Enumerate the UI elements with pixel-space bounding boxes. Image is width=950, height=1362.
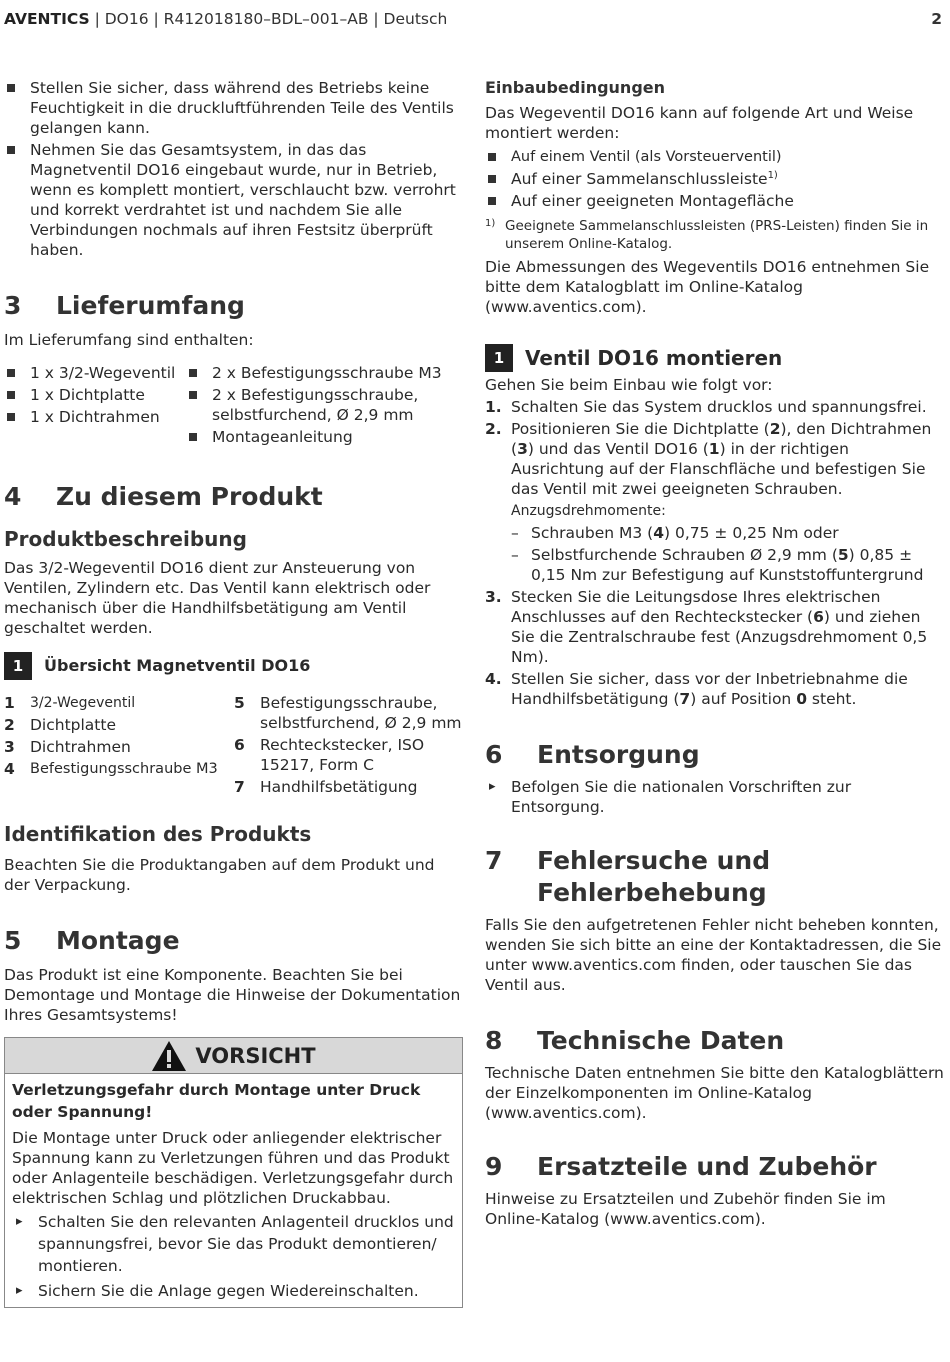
list-item: 1 x 3/2-Wegeventil — [4, 363, 186, 383]
warning-actions — [12, 1211, 455, 1301]
brand-name: AVENTICS — [4, 10, 90, 28]
legend-item — [234, 735, 464, 775]
part-ref: 1 — [708, 440, 720, 458]
section-8-heading — [485, 1025, 945, 1057]
list-item: ▸ Sichern Sie die Anlage gegen Wiedereinschalten. — [12, 1281, 455, 1301]
warning-box — [4, 1037, 463, 1308]
section-number: 3 — [4, 291, 22, 320]
identification-heading: Identifikation des Produkts — [4, 822, 312, 846]
installation-options — [485, 147, 945, 211]
section-number: 9 — [485, 1152, 503, 1181]
warning-header — [5, 1038, 462, 1074]
product-description-heading: Produktbeschreibung — [4, 527, 247, 551]
figure-caption — [4, 651, 464, 681]
list-item — [511, 523, 945, 543]
step-number: 3. — [485, 588, 502, 606]
intro-bullets — [4, 78, 464, 260]
step-text: Stellen Sie sicher, dass vor der Inbetriebnahme die Handhilfsbetätigung ( — [511, 670, 908, 708]
list-item: 2 x Befestigungsschraube M3 — [186, 363, 464, 383]
legend-item — [4, 693, 234, 713]
step-text: ) in der richtigen Ausrichtung auf der Flanschfläche und befestigen Sie das Ventil mit zwei geeigneten Schrauben. — [511, 440, 926, 498]
step-text: steht. — [806, 690, 857, 708]
montage-text: Das Produkt ist eine Komponente. Beachten Sie bei Demontage und Montage die Hinweise der Dokumentation Ihres Gesamtsystems! — [4, 966, 461, 1024]
section-number: 6 — [485, 740, 503, 769]
legend-text: Handhilfsbetätigung — [260, 778, 418, 796]
figure-title: Übersicht Magnetventil DO16 — [44, 656, 311, 675]
section-title: Zu diesem Produkt — [56, 482, 323, 511]
legend-column-right — [234, 693, 464, 799]
legend-number: 3 — [4, 738, 15, 756]
torque-text: Schrauben M3 ( — [531, 524, 654, 542]
step-text: Positionieren Sie die Dichtplatte ( — [511, 420, 770, 438]
footnote-mark: 1) — [485, 218, 496, 229]
section-title: Lieferumfang — [56, 291, 245, 320]
list-item-text: Auf einer Sammelanschlussleiste — [511, 170, 768, 188]
step-item — [485, 397, 945, 417]
legend-text: Dichtplatte — [30, 716, 116, 734]
identification-text: Beachten Sie die Produktangaben auf dem Produkt und der Verpackung. — [4, 856, 435, 894]
section-6-heading — [485, 739, 945, 771]
section-title: Montage — [56, 926, 180, 955]
legend-number: 2 — [4, 716, 15, 734]
list-item: ▸ Schalten Sie den relevanten Anlagenteil drucklos und spannungsfrei, bevor Sie das Produkt demontieren/ montieren. — [12, 1211, 455, 1277]
torque-list — [511, 523, 945, 585]
step-text: Stecken Sie die Leitungsdose Ihres elektrischen Anschlusses auf den Rechteckstecker ( — [511, 588, 881, 626]
disposal-list — [485, 777, 945, 817]
legend-text: Befestigungsschraube, selbstfurchend, Ø 2,9 mm — [260, 694, 462, 732]
footnote — [485, 217, 945, 253]
step-text: Schalten Sie das System drucklos und spannungsfrei. — [511, 398, 927, 416]
page-number: 2 — [931, 10, 942, 28]
part-ref: 3 — [517, 440, 528, 458]
scope-intro: Im Lieferumfang sind enthalten: — [4, 331, 254, 349]
part-ref: 2 — [769, 420, 781, 438]
list-item: Stellen Sie sicher, dass während des Betriebs keine Feuchtigkeit in die druckluftführenden Teile des Ventils gelangen kann. — [4, 78, 464, 138]
list-item — [485, 169, 945, 189]
scope-lists — [4, 363, 464, 447]
figure-number-badge: 1 — [4, 652, 32, 680]
mounting-heading — [485, 343, 945, 373]
right-column — [485, 78, 945, 1229]
step-text: ) auf Position — [690, 690, 797, 708]
legend-item — [4, 715, 234, 735]
section-title: Ersatzteile und Zubehör — [537, 1152, 877, 1181]
step-item — [485, 669, 945, 709]
step-number: 2. — [485, 420, 502, 438]
part-ref: 5 — [837, 546, 849, 564]
section-number: 5 — [4, 926, 22, 955]
legend-text: 3/2-Wegeventil — [30, 695, 136, 711]
installation-conditions-heading: Einbaubedingungen — [485, 78, 666, 97]
footnote-text: Geeignete Sammelanschlussleisten (PRS-Leisten) finden Sie in unserem Online-Katalog. — [505, 218, 929, 252]
legend-number: 6 — [234, 736, 245, 754]
mounting-steps — [485, 397, 945, 709]
section-title: Fehlersuche und — [537, 846, 771, 875]
warning-label: VORSICHT — [195, 1043, 316, 1068]
torque-text: ) 0,85 ± 0,15 Nm zur Befestigung auf Kunststoffuntergrund — [531, 546, 924, 584]
spare-parts-text: Hinweise zu Ersatzteilen und Zubehör finden Sie im Online-Katalog (www.aventics.com). — [485, 1190, 886, 1228]
part-ref: 4 — [653, 524, 665, 542]
step-text: ), den Dichtrahmen ( — [511, 420, 932, 458]
position-ref: 0 — [796, 690, 807, 708]
step-text: ) und das Ventil DO16 ( — [527, 440, 709, 458]
section-number: 7 — [485, 846, 503, 875]
technical-data-text: Technische Daten entnehmen Sie bitte den Katalogblättern der Einzelkomponenten im Online-Katalog (www.aventics.com). — [485, 1064, 944, 1122]
scope-list-1 — [4, 363, 186, 447]
legend-text: Befestigungsschraube M3 — [30, 761, 218, 777]
installation-conditions-text: Das Wegeventil DO16 kann auf folgende Art und Weise montiert werden: — [485, 104, 914, 142]
step-number: 4. — [485, 670, 502, 688]
step-item — [485, 587, 945, 667]
warning-text: Die Montage unter Druck oder anliegender elektrischer Spannung kann zu Verletzungen führen und das Produkt oder Anlagenteile beschädigen. Verletzungsgefahr durch elektrischen Schlag und plötzlichen Druckabbau. — [12, 1129, 454, 1207]
torque-text: ) 0,75 ± 0,25 Nm oder — [664, 524, 839, 542]
step-item — [485, 419, 945, 585]
troubleshooting-text: Falls Sie den aufgetretenen Fehler nicht beheben konnten, wenden Sie sich bitte an eine der Kontaktadressen, die Sie unter www.aventics.com finden, oder tauschen Sie das Ventil aus. — [485, 916, 942, 994]
scope-list-2 — [186, 363, 464, 447]
part-ref: 6 — [813, 608, 824, 626]
list-item: 1 x Dichtplatte — [4, 385, 186, 405]
left-column — [4, 78, 464, 1308]
section-3-heading — [4, 290, 464, 322]
mounting-intro: Gehen Sie beim Einbau wie folgt vor: — [485, 376, 773, 394]
legend-text: Dichtrahmen — [30, 738, 131, 756]
list-item: ▸ Befolgen Sie die nationalen Vorschriften zur Entsorgung. — [485, 777, 945, 817]
list-item: 1 x Dichtrahmen — [4, 407, 186, 427]
footnote-reference: 1) — [767, 169, 778, 181]
list-item — [511, 545, 945, 585]
section-5-heading — [4, 925, 464, 957]
legend-item — [234, 777, 464, 797]
legend-item — [4, 737, 234, 757]
torque-text: Selbstfurchende Schrauben Ø 2,9 mm ( — [531, 546, 838, 564]
part-ref: 7 — [679, 690, 691, 708]
doc-reference: | DO16 | R412018180–BDL–001–AB | Deutsch — [89, 10, 448, 28]
warning-title: Verletzungsgefahr durch Montage unter Druck oder Spannung! — [12, 1081, 421, 1121]
list-item: Auf einem Ventil (als Vorsteuerventil) — [485, 147, 945, 167]
page-header — [4, 9, 944, 31]
legend-text: Rechteckstecker, ISO 15217, Form C — [260, 736, 425, 774]
warning-triangle-icon — [151, 1040, 187, 1072]
legend-number: 5 — [234, 694, 245, 712]
section-title: Technische Daten — [537, 1026, 785, 1055]
legend-number: 4 — [4, 760, 15, 778]
list-item: Auf einer geeigneten Montagefläche — [485, 191, 945, 211]
dimensions-text: Die Abmessungen des Wegeventils DO16 entnehmen Sie bitte dem Katalogblatt im Online-Katalog (www.aventics.com). — [485, 258, 930, 316]
mounting-title: Ventil DO16 montieren — [525, 346, 783, 370]
list-item: 2 x Befestigungsschraube, selbstfurchend, Ø 2,9 mm — [186, 385, 464, 425]
section-title: Fehlerbehebung — [537, 878, 767, 907]
list-item: Montageanleitung — [186, 427, 464, 447]
section-9-heading — [485, 1151, 945, 1183]
section-number: 4 — [4, 482, 22, 511]
legend-column-left — [4, 693, 234, 799]
figure-legend — [4, 693, 464, 799]
step-text: ) und ziehen Sie die Zentralschraube fest (Anzugsdrehmoment 0,5 Nm). — [511, 608, 928, 666]
section-number: 8 — [485, 1026, 503, 1055]
figure-number-badge: 1 — [485, 344, 513, 372]
legend-item — [4, 759, 234, 779]
step-number: 1. — [485, 398, 502, 416]
section-title: Entsorgung — [537, 740, 700, 769]
section-7-heading — [485, 845, 945, 909]
warning-body — [5, 1074, 462, 1307]
product-description: Das 3/2-Wegeventil DO16 dient zur Ansteuerung von Ventilen, Zylindern etc. Das Ventil kann elektrisch oder mechanisch über die Handhilfsbetätigung am Ventil geschaltet werden. — [4, 559, 431, 637]
legend-number: 7 — [234, 778, 245, 796]
torque-label: Anzugsdrehmomente: — [511, 503, 666, 519]
list-item: Nehmen Sie das Gesamtsystem, in das das Magnetventil DO16 eingebaut wurde, nur in Betrieb, wenn es komplett montiert, verschlaucht bzw. verrohrt und korrekt verdrahtet ist und nachdem Sie alle Verbindungen nochmals auf ihren Festsitz überprüft haben. — [4, 140, 464, 260]
legend-number: 1 — [4, 694, 15, 712]
section-4-heading — [4, 481, 464, 513]
legend-item — [234, 693, 464, 733]
